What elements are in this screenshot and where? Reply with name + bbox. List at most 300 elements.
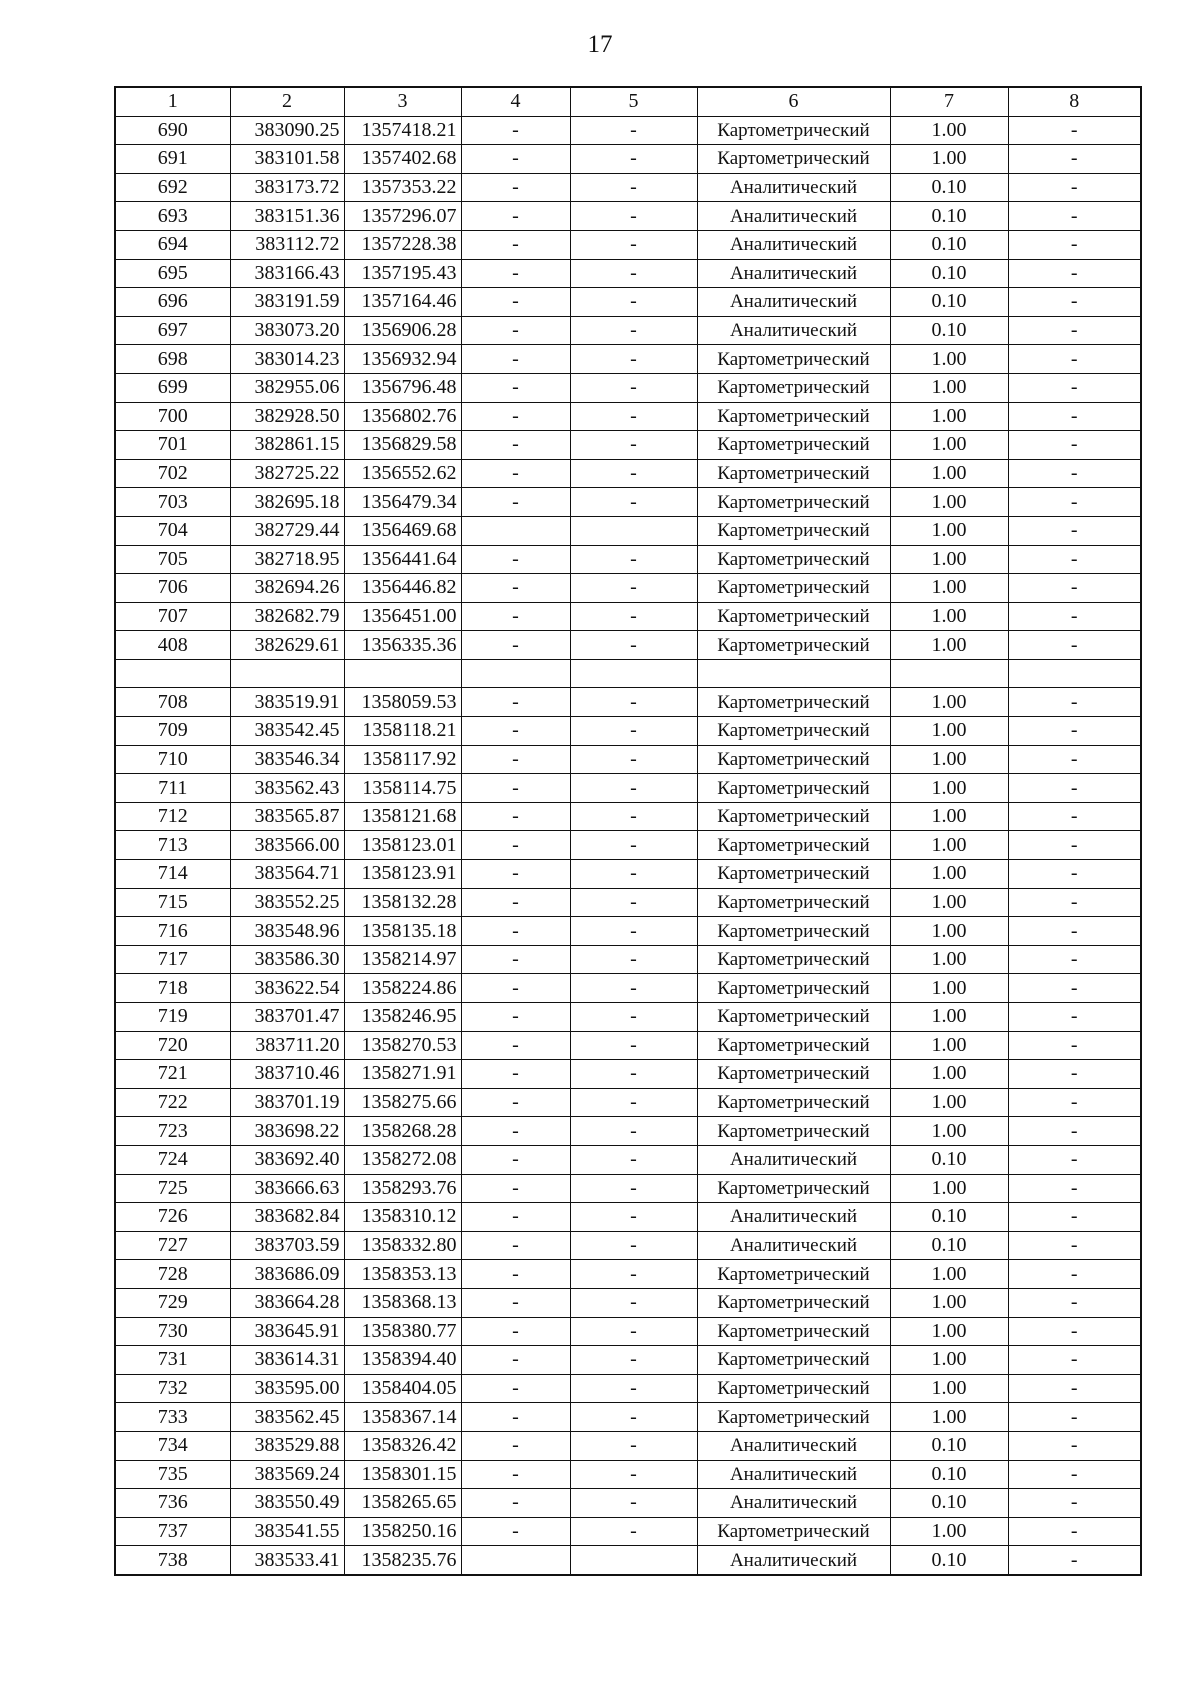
table-row xyxy=(115,717,1141,746)
method-cell: Картометрический xyxy=(697,1031,890,1060)
point-number-cell: 709 xyxy=(115,717,230,746)
col-8-cell: - xyxy=(1008,1403,1141,1432)
method-cell: Картометрический xyxy=(697,488,890,517)
col-8-cell: - xyxy=(1008,1260,1141,1289)
method-cell: Картометрический xyxy=(697,1374,890,1403)
x-coordinate-cell: 383090.25 xyxy=(230,116,344,145)
y-coordinate-cell: 1356469.68 xyxy=(344,516,461,545)
x-coordinate-cell: 383645.91 xyxy=(230,1317,344,1346)
table-row xyxy=(115,1489,1141,1518)
col-5-cell: - xyxy=(570,1088,697,1117)
col-4-cell: - xyxy=(461,1489,570,1518)
col-4-cell: - xyxy=(461,1174,570,1203)
x-coordinate-cell xyxy=(230,659,344,688)
method-cell: Картометрический xyxy=(697,688,890,717)
y-coordinate-cell: 1358121.68 xyxy=(344,802,461,831)
accuracy-cell: 1.00 xyxy=(890,1317,1008,1346)
col-4-cell: - xyxy=(461,459,570,488)
x-coordinate-cell: 383698.22 xyxy=(230,1117,344,1146)
x-coordinate-cell: 383073.20 xyxy=(230,316,344,345)
col-8-cell: - xyxy=(1008,459,1141,488)
col-5-cell: - xyxy=(570,1145,697,1174)
x-coordinate-cell: 383546.34 xyxy=(230,745,344,774)
accuracy-cell: 1.00 xyxy=(890,888,1008,917)
y-coordinate-cell: 1356441.64 xyxy=(344,545,461,574)
point-number-cell: 699 xyxy=(115,373,230,402)
y-coordinate-cell: 1357228.38 xyxy=(344,230,461,259)
x-coordinate-cell: 383552.25 xyxy=(230,888,344,917)
point-number-cell: 706 xyxy=(115,574,230,603)
col-8-cell: - xyxy=(1008,1117,1141,1146)
table-row xyxy=(115,173,1141,202)
col-4-cell: - xyxy=(461,602,570,631)
col-8-cell: - xyxy=(1008,631,1141,660)
accuracy-cell: 0.10 xyxy=(890,316,1008,345)
col-4-cell: - xyxy=(461,974,570,1003)
y-coordinate-cell: 1356479.34 xyxy=(344,488,461,517)
y-coordinate-cell: 1358368.13 xyxy=(344,1288,461,1317)
x-coordinate-cell: 383569.24 xyxy=(230,1460,344,1489)
col-8-cell: - xyxy=(1008,1003,1141,1032)
accuracy-cell: 1.00 xyxy=(890,688,1008,717)
point-number-cell: 734 xyxy=(115,1431,230,1460)
method-cell: Аналитический xyxy=(697,1203,890,1232)
point-number-cell: 710 xyxy=(115,745,230,774)
table-row xyxy=(115,431,1141,460)
col-5-cell: - xyxy=(570,230,697,259)
method-cell: Картометрический xyxy=(697,345,890,374)
col-8-cell: - xyxy=(1008,1088,1141,1117)
col-5-cell: - xyxy=(570,1117,697,1146)
accuracy-cell: 0.10 xyxy=(890,288,1008,317)
y-coordinate-cell: 1358310.12 xyxy=(344,1203,461,1232)
method-cell: Картометрический xyxy=(697,602,890,631)
method-cell: Картометрический xyxy=(697,1060,890,1089)
col-5-cell: - xyxy=(570,1489,697,1518)
col-5-cell: - xyxy=(570,288,697,317)
method-cell: Картометрический xyxy=(697,1288,890,1317)
col-8-cell: - xyxy=(1008,1346,1141,1375)
accuracy-cell: 1.00 xyxy=(890,574,1008,603)
header-cell-col-1: 1 xyxy=(115,87,230,116)
method-cell: Картометрический xyxy=(697,1117,890,1146)
point-number-cell: 722 xyxy=(115,1088,230,1117)
x-coordinate-cell: 383014.23 xyxy=(230,345,344,374)
col-5-cell: - xyxy=(570,545,697,574)
col-5-cell: - xyxy=(570,802,697,831)
x-coordinate-cell: 382682.79 xyxy=(230,602,344,631)
col-4-cell: - xyxy=(461,717,570,746)
accuracy-cell: 1.00 xyxy=(890,116,1008,145)
accuracy-cell: 1.00 xyxy=(890,1117,1008,1146)
accuracy-cell: 1.00 xyxy=(890,459,1008,488)
y-coordinate-cell xyxy=(344,659,461,688)
accuracy-cell: 1.00 xyxy=(890,1031,1008,1060)
col-4-cell: - xyxy=(461,1260,570,1289)
col-8-cell: - xyxy=(1008,917,1141,946)
table-row xyxy=(115,1460,1141,1489)
y-coordinate-cell: 1356451.00 xyxy=(344,602,461,631)
y-coordinate-cell: 1358301.15 xyxy=(344,1460,461,1489)
table-row xyxy=(115,1203,1141,1232)
table-row xyxy=(115,145,1141,174)
col-4-cell: - xyxy=(461,1145,570,1174)
col-4-cell: - xyxy=(461,1117,570,1146)
col-8-cell: - xyxy=(1008,488,1141,517)
accuracy-cell: 0.10 xyxy=(890,173,1008,202)
col-8-cell: - xyxy=(1008,574,1141,603)
point-number-cell: 728 xyxy=(115,1260,230,1289)
col-8-cell: - xyxy=(1008,717,1141,746)
col-5-cell: - xyxy=(570,1260,697,1289)
method-cell: Картометрический xyxy=(697,373,890,402)
y-coordinate-cell: 1358367.14 xyxy=(344,1403,461,1432)
col-8-cell: - xyxy=(1008,1060,1141,1089)
col-5-cell: - xyxy=(570,860,697,889)
col-4-cell: - xyxy=(461,1431,570,1460)
x-coordinate-cell: 382955.06 xyxy=(230,373,344,402)
point-number-cell: 724 xyxy=(115,1145,230,1174)
accuracy-cell: 0.10 xyxy=(890,1431,1008,1460)
col-5-cell: - xyxy=(570,1231,697,1260)
col-5-cell: - xyxy=(570,1060,697,1089)
col-8-cell: - xyxy=(1008,288,1141,317)
col-8-cell: - xyxy=(1008,1231,1141,1260)
y-coordinate-cell: 1358117.92 xyxy=(344,745,461,774)
x-coordinate-cell: 383701.47 xyxy=(230,1003,344,1032)
col-4-cell: - xyxy=(461,288,570,317)
y-coordinate-cell: 1358404.05 xyxy=(344,1374,461,1403)
col-8-cell: - xyxy=(1008,202,1141,231)
col-8-cell: - xyxy=(1008,1203,1141,1232)
y-coordinate-cell: 1358293.76 xyxy=(344,1174,461,1203)
method-cell: Картометрический xyxy=(697,1346,890,1375)
y-coordinate-cell: 1358214.97 xyxy=(344,945,461,974)
col-4-cell: - xyxy=(461,945,570,974)
y-coordinate-cell: 1358059.53 xyxy=(344,688,461,717)
method-cell: Картометрический xyxy=(697,1403,890,1432)
col-8-cell: - xyxy=(1008,545,1141,574)
table-row xyxy=(115,745,1141,774)
point-number-cell: 716 xyxy=(115,917,230,946)
table-row xyxy=(115,1003,1141,1032)
x-coordinate-cell: 383565.87 xyxy=(230,802,344,831)
table-row xyxy=(115,402,1141,431)
table-row xyxy=(115,373,1141,402)
x-coordinate-cell: 383692.40 xyxy=(230,1145,344,1174)
point-number-cell: 723 xyxy=(115,1117,230,1146)
col-4-cell: - xyxy=(461,1460,570,1489)
col-5-cell: - xyxy=(570,631,697,660)
point-number-cell: 694 xyxy=(115,230,230,259)
col-4-cell: - xyxy=(461,316,570,345)
method-cell: Картометрический xyxy=(697,1517,890,1546)
col-5-cell: - xyxy=(570,488,697,517)
point-number-cell: 708 xyxy=(115,688,230,717)
col-5-cell: - xyxy=(570,917,697,946)
y-coordinate-cell: 1358132.28 xyxy=(344,888,461,917)
col-4-cell xyxy=(461,659,570,688)
col-5-cell: - xyxy=(570,974,697,1003)
table-row xyxy=(115,888,1141,917)
accuracy-cell: 1.00 xyxy=(890,745,1008,774)
accuracy-cell: 1.00 xyxy=(890,774,1008,803)
col-5-cell: - xyxy=(570,688,697,717)
col-8-cell: - xyxy=(1008,974,1141,1003)
col-4-cell: - xyxy=(461,888,570,917)
table-row xyxy=(115,488,1141,517)
table-row xyxy=(115,459,1141,488)
point-number-cell: 702 xyxy=(115,459,230,488)
col-4-cell: - xyxy=(461,1203,570,1232)
table-row xyxy=(115,631,1141,660)
method-cell: Картометрический xyxy=(697,1174,890,1203)
col-4-cell: - xyxy=(461,745,570,774)
col-5-cell xyxy=(570,516,697,545)
col-4-cell: - xyxy=(461,402,570,431)
col-8-cell: - xyxy=(1008,116,1141,145)
x-coordinate-cell: 383562.45 xyxy=(230,1403,344,1432)
x-coordinate-cell: 382729.44 xyxy=(230,516,344,545)
y-coordinate-cell: 1357296.07 xyxy=(344,202,461,231)
col-5-cell: - xyxy=(570,1288,697,1317)
table-row xyxy=(115,802,1141,831)
y-coordinate-cell: 1358353.13 xyxy=(344,1260,461,1289)
point-number-cell: 733 xyxy=(115,1403,230,1432)
x-coordinate-cell: 383666.63 xyxy=(230,1174,344,1203)
col-4-cell: - xyxy=(461,860,570,889)
x-coordinate-cell: 383173.72 xyxy=(230,173,344,202)
col-5-cell: - xyxy=(570,831,697,860)
col-4-cell: - xyxy=(461,1003,570,1032)
col-5-cell: - xyxy=(570,459,697,488)
header-row xyxy=(115,87,1141,116)
method-cell: Аналитический xyxy=(697,316,890,345)
y-coordinate-cell: 1356906.28 xyxy=(344,316,461,345)
x-coordinate-cell: 383542.45 xyxy=(230,717,344,746)
y-coordinate-cell: 1358270.53 xyxy=(344,1031,461,1060)
accuracy-cell: 0.10 xyxy=(890,1231,1008,1260)
table-row xyxy=(115,545,1141,574)
col-5-cell: - xyxy=(570,173,697,202)
accuracy-cell: 1.00 xyxy=(890,1374,1008,1403)
col-4-cell: - xyxy=(461,145,570,174)
col-8-cell: - xyxy=(1008,373,1141,402)
col-4-cell xyxy=(461,516,570,545)
col-5-cell: - xyxy=(570,1374,697,1403)
accuracy-cell: 1.00 xyxy=(890,631,1008,660)
accuracy-cell: 1.00 xyxy=(890,145,1008,174)
y-coordinate-cell: 1356552.62 xyxy=(344,459,461,488)
y-coordinate-cell: 1358118.21 xyxy=(344,717,461,746)
method-cell: Картометрический xyxy=(697,802,890,831)
header-cell-col-5: 5 xyxy=(570,87,697,116)
col-5-cell: - xyxy=(570,259,697,288)
col-4-cell: - xyxy=(461,1060,570,1089)
y-coordinate-cell: 1358332.80 xyxy=(344,1231,461,1260)
x-coordinate-cell: 383595.00 xyxy=(230,1374,344,1403)
point-number-cell: 718 xyxy=(115,974,230,1003)
x-coordinate-cell: 383191.59 xyxy=(230,288,344,317)
x-coordinate-cell: 383519.91 xyxy=(230,688,344,717)
accuracy-cell: 0.10 xyxy=(890,1546,1008,1575)
col-4-cell: - xyxy=(461,1374,570,1403)
x-coordinate-cell: 383548.96 xyxy=(230,917,344,946)
col-8-cell: - xyxy=(1008,860,1141,889)
col-4-cell: - xyxy=(461,574,570,603)
col-8-cell: - xyxy=(1008,145,1141,174)
col-4-cell: - xyxy=(461,173,570,202)
col-4-cell: - xyxy=(461,802,570,831)
point-number-cell: 700 xyxy=(115,402,230,431)
col-5-cell: - xyxy=(570,602,697,631)
accuracy-cell: 1.00 xyxy=(890,1346,1008,1375)
method-cell: Картометрический xyxy=(697,116,890,145)
table-row xyxy=(115,1145,1141,1174)
table-row xyxy=(115,1288,1141,1317)
col-5-cell: - xyxy=(570,431,697,460)
x-coordinate-cell: 382861.15 xyxy=(230,431,344,460)
col-4-cell: - xyxy=(461,1517,570,1546)
accuracy-cell: 1.00 xyxy=(890,373,1008,402)
table-row xyxy=(115,1317,1141,1346)
col-4-cell: - xyxy=(461,545,570,574)
point-number-cell: 738 xyxy=(115,1546,230,1575)
table-row xyxy=(115,1260,1141,1289)
col-5-cell: - xyxy=(570,202,697,231)
method-cell: Аналитический xyxy=(697,230,890,259)
col-8-cell: - xyxy=(1008,259,1141,288)
col-5-cell xyxy=(570,1546,697,1575)
col-5-cell: - xyxy=(570,1174,697,1203)
x-coordinate-cell: 383703.59 xyxy=(230,1231,344,1260)
col-4-cell: - xyxy=(461,1403,570,1432)
col-4-cell: - xyxy=(461,373,570,402)
col-4-cell: - xyxy=(461,774,570,803)
col-4-cell: - xyxy=(461,917,570,946)
point-number-cell: 732 xyxy=(115,1374,230,1403)
coordinates-table xyxy=(114,86,1142,1576)
col-5-cell: - xyxy=(570,717,697,746)
y-coordinate-cell: 1358246.95 xyxy=(344,1003,461,1032)
x-coordinate-cell: 383711.20 xyxy=(230,1031,344,1060)
accuracy-cell: 1.00 xyxy=(890,831,1008,860)
method-cell: Аналитический xyxy=(697,1489,890,1518)
y-coordinate-cell: 1358224.86 xyxy=(344,974,461,1003)
col-4-cell: - xyxy=(461,488,570,517)
col-5-cell: - xyxy=(570,774,697,803)
accuracy-cell: 1.00 xyxy=(890,1260,1008,1289)
x-coordinate-cell: 383166.43 xyxy=(230,259,344,288)
accuracy-cell: 1.00 xyxy=(890,1403,1008,1432)
accuracy-cell: 1.00 xyxy=(890,602,1008,631)
x-coordinate-cell: 383101.58 xyxy=(230,145,344,174)
x-coordinate-cell: 383566.00 xyxy=(230,831,344,860)
y-coordinate-cell: 1358268.28 xyxy=(344,1117,461,1146)
col-8-cell: - xyxy=(1008,173,1141,202)
y-coordinate-cell: 1357195.43 xyxy=(344,259,461,288)
col-4-cell xyxy=(461,1546,570,1575)
y-coordinate-cell: 1358235.76 xyxy=(344,1546,461,1575)
method-cell: Картометрический xyxy=(697,831,890,860)
table-row xyxy=(115,974,1141,1003)
table-row xyxy=(115,230,1141,259)
method-cell: Аналитический xyxy=(697,173,890,202)
accuracy-cell: 1.00 xyxy=(890,860,1008,889)
table-row xyxy=(115,202,1141,231)
method-cell: Аналитический xyxy=(697,259,890,288)
col-4-cell: - xyxy=(461,345,570,374)
accuracy-cell: 1.00 xyxy=(890,545,1008,574)
y-coordinate-cell: 1357353.22 xyxy=(344,173,461,202)
header-cell-col-2: 2 xyxy=(230,87,344,116)
accuracy-cell: 1.00 xyxy=(890,917,1008,946)
point-number-cell: 736 xyxy=(115,1489,230,1518)
method-cell: Картометрический xyxy=(697,974,890,1003)
col-8-cell: - xyxy=(1008,1145,1141,1174)
x-coordinate-cell: 382629.61 xyxy=(230,631,344,660)
accuracy-cell: 0.10 xyxy=(890,1145,1008,1174)
y-coordinate-cell: 1358123.91 xyxy=(344,860,461,889)
y-coordinate-cell: 1358272.08 xyxy=(344,1145,461,1174)
x-coordinate-cell: 383701.19 xyxy=(230,1088,344,1117)
table-row xyxy=(115,1517,1141,1546)
col-8-cell: - xyxy=(1008,431,1141,460)
x-coordinate-cell: 383710.46 xyxy=(230,1060,344,1089)
method-cell: Картометрический xyxy=(697,145,890,174)
point-number-cell: 701 xyxy=(115,431,230,460)
method-cell: Картометрический xyxy=(697,431,890,460)
col-8-cell: - xyxy=(1008,1431,1141,1460)
point-number-cell: 731 xyxy=(115,1346,230,1375)
table-row xyxy=(115,345,1141,374)
col-8-cell: - xyxy=(1008,516,1141,545)
table-row xyxy=(115,1060,1141,1089)
accuracy-cell: 1.00 xyxy=(890,1088,1008,1117)
col-4-cell: - xyxy=(461,230,570,259)
col-4-cell: - xyxy=(461,1088,570,1117)
col-4-cell: - xyxy=(461,688,570,717)
table-row xyxy=(115,860,1141,889)
method-cell: Картометрический xyxy=(697,917,890,946)
table-row xyxy=(115,574,1141,603)
accuracy-cell: 1.00 xyxy=(890,488,1008,517)
method-cell: Аналитический xyxy=(697,1431,890,1460)
accuracy-cell: 0.10 xyxy=(890,230,1008,259)
y-coordinate-cell: 1356796.48 xyxy=(344,373,461,402)
col-4-cell: - xyxy=(461,1346,570,1375)
col-5-cell: - xyxy=(570,574,697,603)
point-number-cell: 696 xyxy=(115,288,230,317)
col-5-cell: - xyxy=(570,116,697,145)
point-number-cell: 693 xyxy=(115,202,230,231)
col-8-cell: - xyxy=(1008,1031,1141,1060)
x-coordinate-cell: 383614.31 xyxy=(230,1346,344,1375)
point-number-cell: 690 xyxy=(115,116,230,145)
col-5-cell: - xyxy=(570,1031,697,1060)
point-number-cell: 735 xyxy=(115,1460,230,1489)
x-coordinate-cell: 383529.88 xyxy=(230,1431,344,1460)
point-number-cell: 720 xyxy=(115,1031,230,1060)
accuracy-cell: 1.00 xyxy=(890,945,1008,974)
point-number-cell: 712 xyxy=(115,802,230,831)
accuracy-cell: 1.00 xyxy=(890,402,1008,431)
accuracy-cell: 1.00 xyxy=(890,1288,1008,1317)
method-cell: Картометрический xyxy=(697,1003,890,1032)
table-row xyxy=(115,116,1141,145)
y-coordinate-cell: 1356932.94 xyxy=(344,345,461,374)
table-row xyxy=(115,1346,1141,1375)
